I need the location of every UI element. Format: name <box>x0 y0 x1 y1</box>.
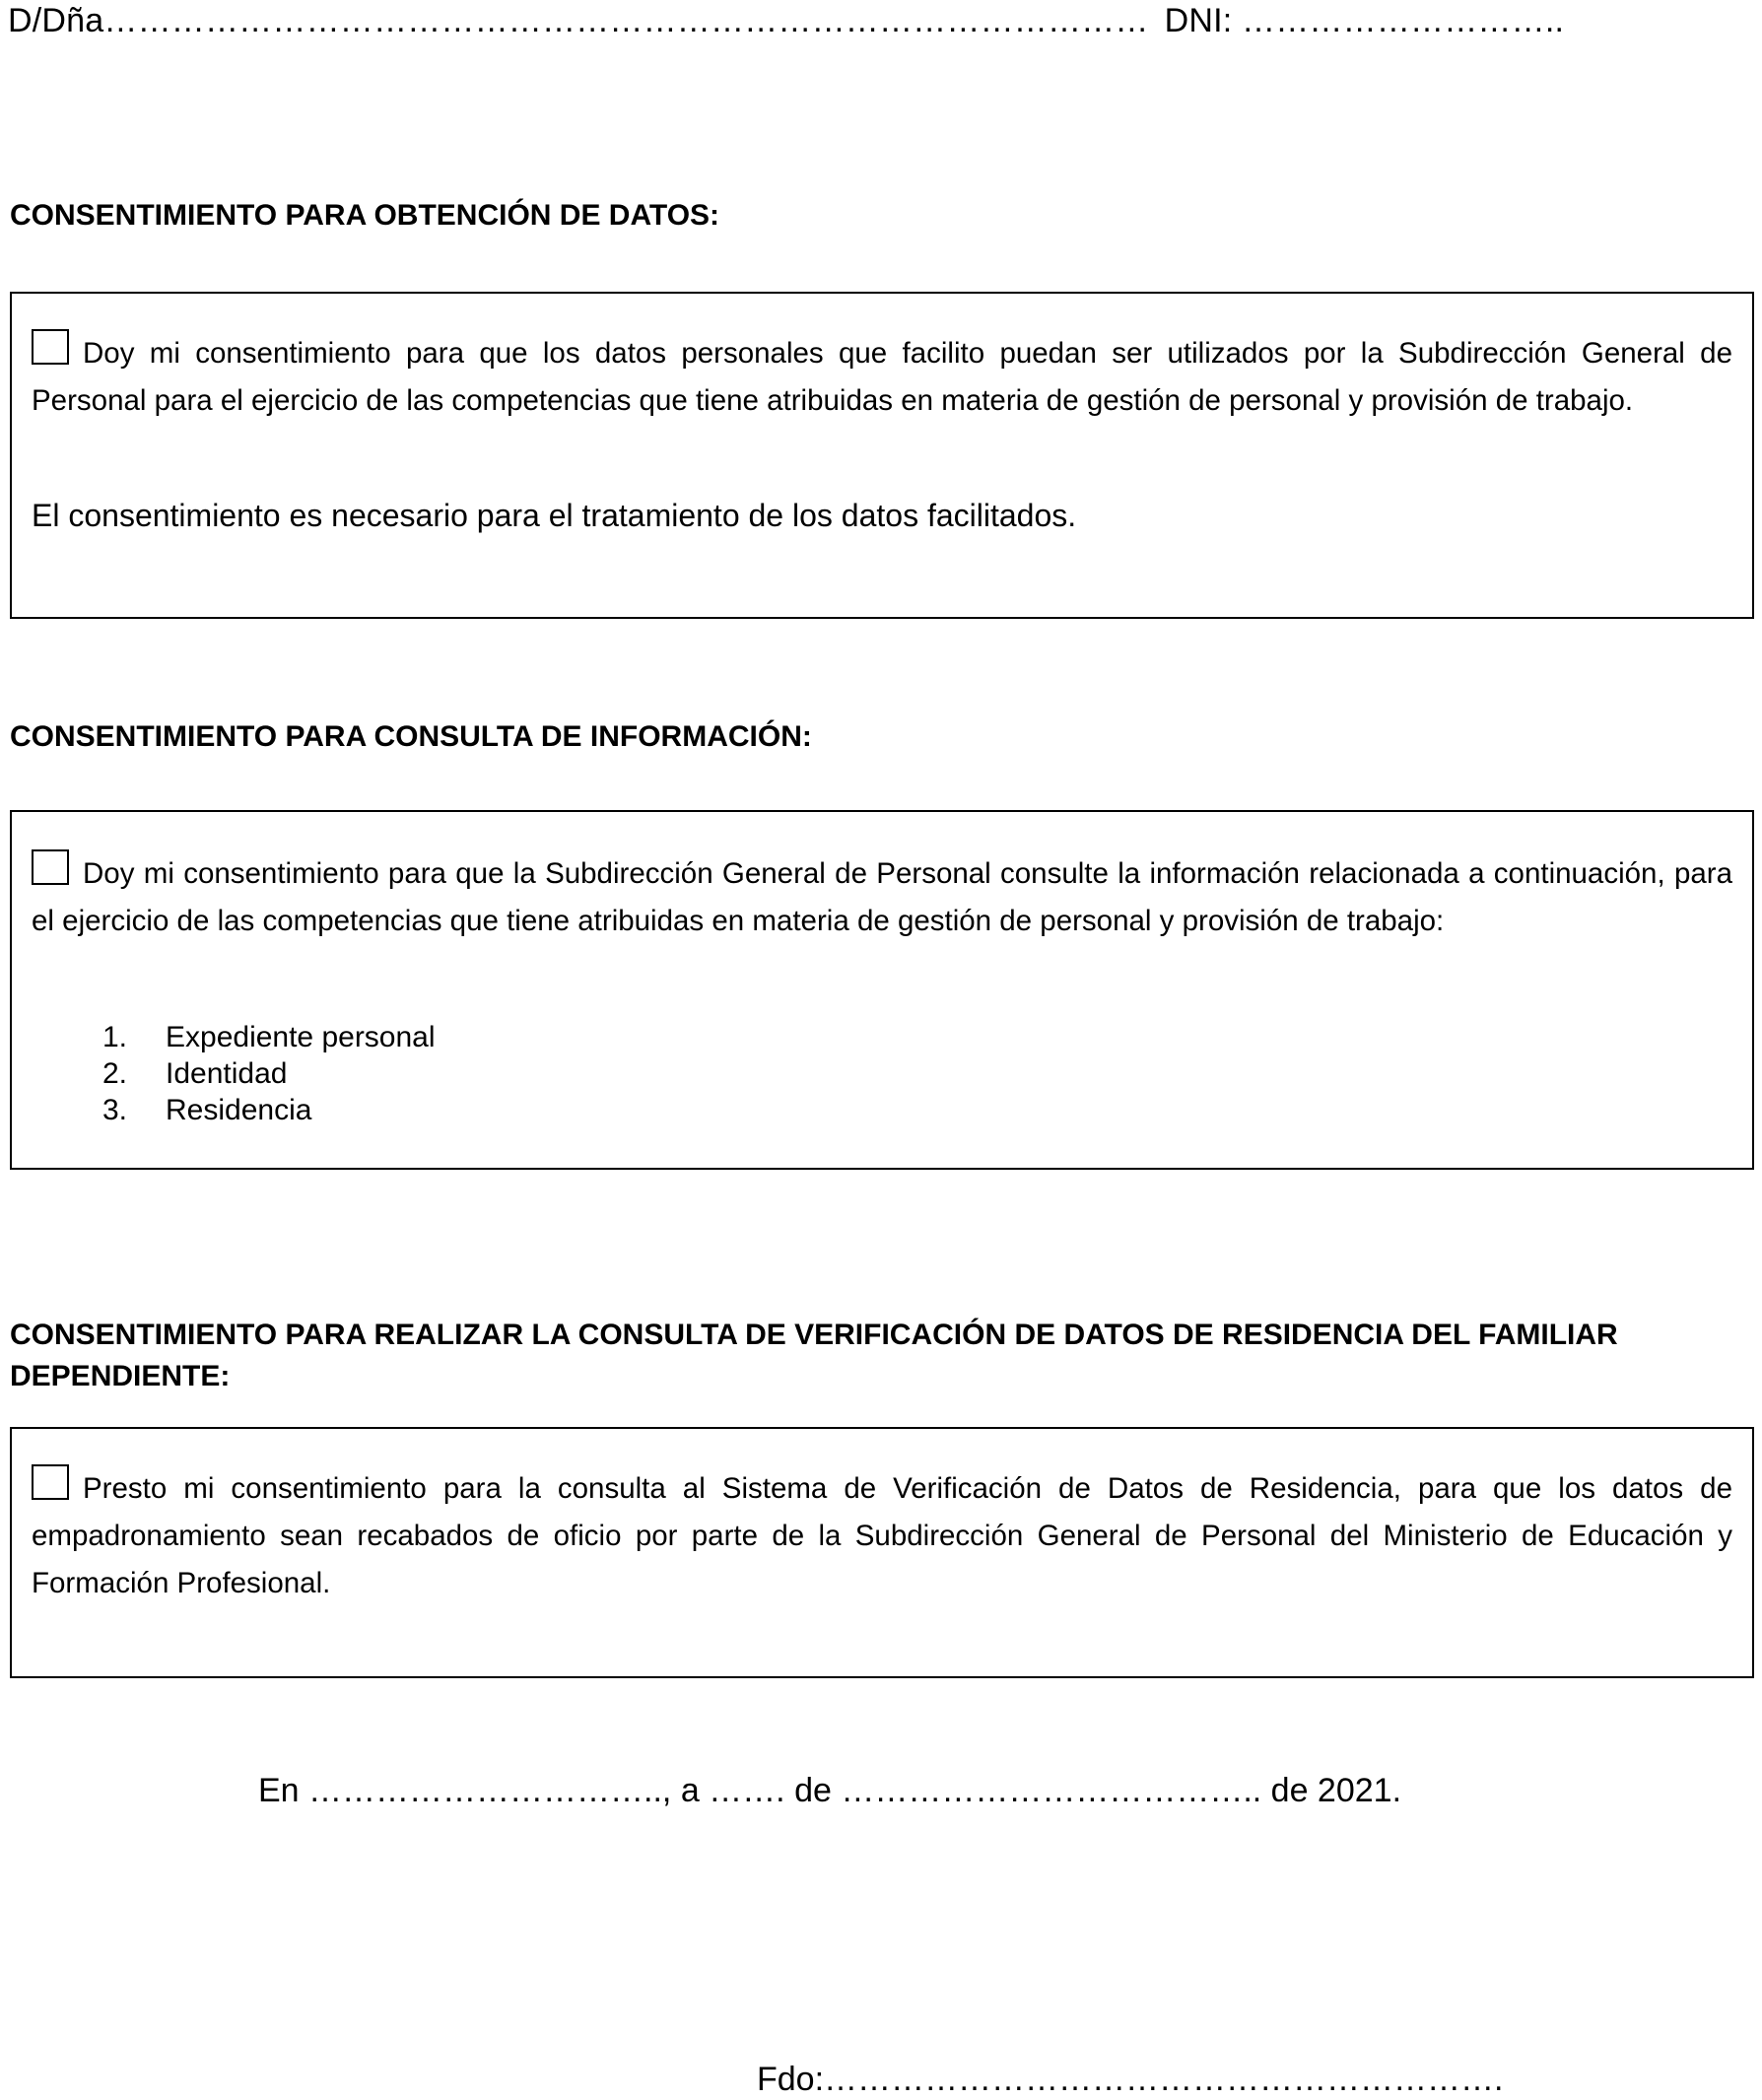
applicant-identification-line <box>8 2 1564 40</box>
name-field-label[interactable]: D/Dña………………………………………………………………………………… <box>8 2 1149 39</box>
consent-box-information-query <box>10 810 1754 1170</box>
consent-box-residence-verification <box>10 1427 1754 1678</box>
consent-text-information-query: Doy mi consentimiento para que la Subdirección General de Personal consulte la información relacionada a continuación, para el ejercicio de las competencias que tiene atribuidas en materia de gestión de personal y provisión de trabajo: <box>32 857 1732 937</box>
consent-paragraph-residence-verification <box>32 1464 1732 1607</box>
list-item: 3. Residencia <box>102 1094 312 1126</box>
place-date-line[interactable]: En ………………………….., a ……. de ……………………………….. de 2021. <box>258 1772 1402 1809</box>
consent-note: El consentimiento es necesario para el tratamiento de los datos facilitados. <box>32 498 1077 533</box>
consent-text-residence-verification: Presto mi consentimiento para la consulta al Sistema de Verificación de Datos de Residencia, para que los datos de empadronamiento sean recabados de oficio por parte de la Subdirección General de Personal del Ministerio de Educación y Formación Profesional. <box>32 1472 1732 1599</box>
checkbox-data-collection[interactable] <box>32 329 69 365</box>
list-item: 1. Expediente personal <box>102 1021 436 1053</box>
dni-field-label[interactable]: DNI: ……………………….. <box>1164 2 1565 39</box>
checkbox-information-query[interactable] <box>32 849 69 885</box>
list-item: 2. Identidad <box>102 1057 288 1090</box>
consent-paragraph-data-collection <box>32 329 1732 425</box>
information-list <box>102 1019 436 1128</box>
section-heading-residence-verification: CONSENTIMIENTO PARA REALIZAR LA CONSULTA DE VERIFICACIÓN DE DATOS DE RESIDENCIA DEL FAMILIAR DEPENDIENTE: <box>10 1319 1618 1392</box>
checkbox-residence-verification[interactable] <box>32 1464 69 1500</box>
section-heading-data-collection: CONSENTIMIENTO PARA OBTENCIÓN DE DATOS: <box>10 199 720 232</box>
consent-paragraph-information-query <box>32 849 1732 945</box>
consent-box-data-collection <box>10 292 1754 619</box>
signature-line[interactable]: Fdo:……………………………………………………. <box>757 2061 1504 2098</box>
section-heading-information-query: CONSENTIMIENTO PARA CONSULTA DE INFORMACIÓN: <box>10 720 812 753</box>
consent-text-data-collection: Doy mi consentimiento para que los datos personales que facilito puedan ser utilizados por la Subdirección General de Personal para el ejercicio de las competencias que tiene atribuidas en materia de gestión de personal y provisión de trabajo. <box>32 337 1732 417</box>
